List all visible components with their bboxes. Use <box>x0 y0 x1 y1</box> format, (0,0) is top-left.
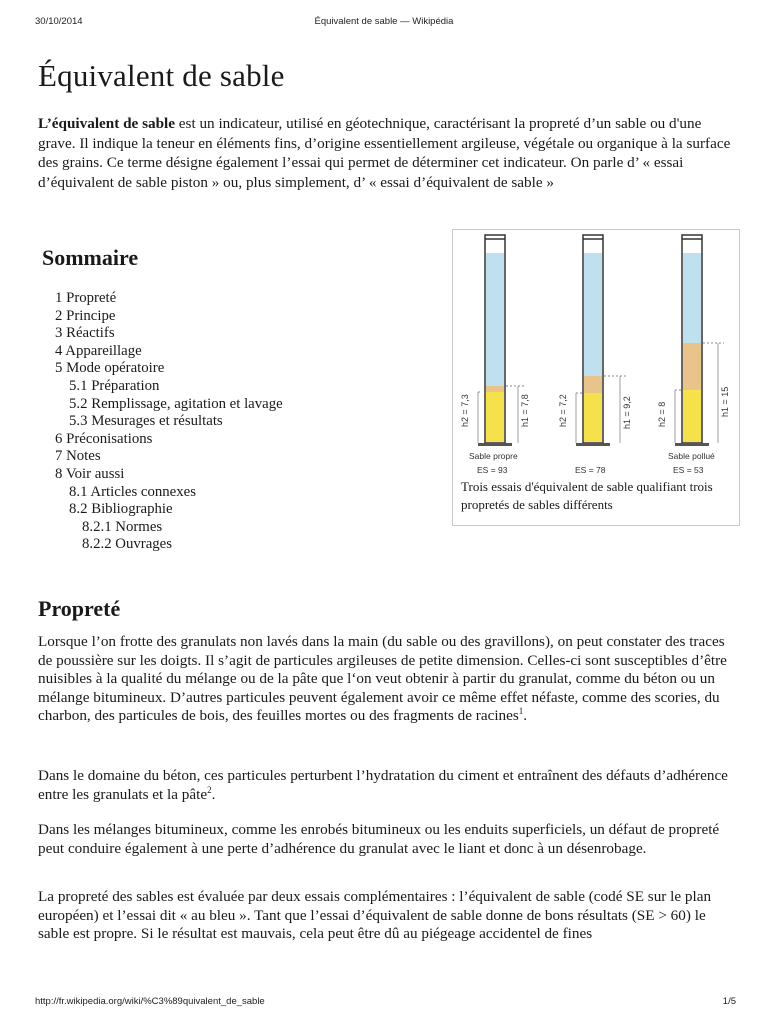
footnote-ref-1[interactable]: 1 <box>518 706 524 717</box>
h2-label: h2 = 7,2 <box>558 394 568 427</box>
paragraph <box>38 767 740 804</box>
fines-layer <box>683 343 701 390</box>
h2-label: h2 = 7,3 <box>460 394 470 427</box>
tube-polluted-sand <box>657 235 730 475</box>
intro-text: est un indicateur, utilisé en géotechnique, caractérisant la propreté d’un sable ou d'une grave. Il indique la teneur en éléments fins, d’origine essentiellement argileuse, végétale ou organique à la surface des grains. Ce terme désigne également l’essai qui permet de déterminer cet indicateur. On parle d’ « essai d’équivalent de sable piston » ou, plus simplement, d’ « essai d’équivalent de sable » <box>38 115 731 191</box>
water-column <box>683 253 701 345</box>
paragraph-text: Lorsque l’on frotte des granulats non lavés dans la main (du sable ou des gravillons), on peut constater des traces de poussière sur les doigts. Il s’agit de particules argileuses de petite dimension. Celles-ci sont susceptibles d’être nuisibles à la qualité du mélange ou de la pâte que l‘on veut obtenir à partir du granulat, comme du béton ou un mélange bitumineux. D’autres particules peuvent également avoir ce même effet néfaste, comme des scories, du charbon, des particules de bois, des feuilles mortes ou des fragments de racines <box>38 633 727 725</box>
toc-item[interactable]: 5 Mode opératoire <box>55 360 165 377</box>
paragraph: La propreté des sables est évaluée par deux essais complémentaires : l’équivalent de sable (codé SE sur le plan européen) et l’essai dit « au bleu ». Tant que l’essai d’équivalent de sable donne de bons résultats (SE > 60) le sable est propre. Si le résultat est mauvais, cela peut être dû au piégeage accidentel de fines <box>38 888 712 943</box>
sand-layer <box>486 392 504 442</box>
toc-item[interactable]: 7 Notes <box>55 448 101 465</box>
page-number: 1/5 <box>722 996 736 1007</box>
toc-item[interactable]: 5.2 Remplissage, agitation et lavage <box>69 395 283 412</box>
sand-layer <box>584 393 602 442</box>
print-page-title: Équivalent de sable — Wikipédia <box>314 16 454 27</box>
paragraph-end: . <box>523 707 528 725</box>
tube-label: Sable pollué <box>668 451 715 461</box>
fines-layer <box>486 386 504 392</box>
tube-base <box>478 443 512 446</box>
toc-item[interactable]: 8.2.2 Ouvrages <box>82 536 172 553</box>
intro-paragraph <box>38 114 738 192</box>
table-of-contents <box>55 290 283 554</box>
section-title-proprete: Propreté <box>38 596 121 621</box>
paragraph: Dans les mélanges bitumineux, comme les enrobés bitumineux ou les enduits superficiels, un défaut de propreté peut conduire également à une perte d’adhérence du granulat avec le liant et donc à un désenrobage. <box>38 821 720 857</box>
es-value: ES = 53 <box>673 465 704 475</box>
toc-item[interactable]: 8 Voir aussi <box>55 465 125 482</box>
page-title: Équivalent de sable <box>38 58 285 93</box>
toc-item[interactable]: 2 Principe <box>55 307 116 324</box>
print-date: 30/10/2014 <box>35 16 83 27</box>
h2-label: h2 = 8 <box>657 401 667 427</box>
sand-equivalent-diagram <box>454 231 738 477</box>
h1-label: h1 = 7,8 <box>520 394 530 427</box>
figure-thumbnail[interactable] <box>452 229 740 526</box>
tube-base <box>675 443 709 446</box>
toc-item[interactable]: 8.2.1 Normes <box>82 518 163 535</box>
tube-medium-sand <box>558 235 632 475</box>
toc-item[interactable]: 1 Propreté <box>55 290 117 306</box>
figure-caption: Trois essais d'équivalent de sable qualifiant trois propretés de sables différents <box>461 479 713 512</box>
print-url: http://fr.wikipedia.org/wiki/%C3%89quivalent_de_sable <box>35 996 265 1007</box>
h1-label: h1 = 15 <box>720 386 730 417</box>
tube-label: Sable propre <box>469 451 518 461</box>
tube-base <box>576 443 610 446</box>
tube-clean-sand <box>460 235 530 475</box>
intro-term: L’équivalent de sable <box>38 115 175 132</box>
toc-item[interactable]: 3 Réactifs <box>55 325 115 342</box>
toc-title: Sommaire <box>42 245 139 270</box>
water-column <box>486 253 504 388</box>
h1-label: h1 = 9,2 <box>622 396 632 429</box>
sand-layer <box>683 390 701 442</box>
footnote-ref-2[interactable]: 2 <box>207 784 212 795</box>
toc-item[interactable]: 6 Préconisations <box>55 430 153 447</box>
toc-item[interactable]: 8.1 Articles connexes <box>69 483 196 500</box>
toc-item[interactable]: 5.1 Préparation <box>69 377 160 394</box>
toc-item[interactable]: 5.3 Mesurages et résultats <box>69 413 223 430</box>
fines-layer <box>584 376 602 393</box>
toc-item[interactable]: 8.2 Bibliographie <box>69 501 173 518</box>
paragraph <box>38 633 740 726</box>
es-value: ES = 93 <box>477 465 508 475</box>
paragraph-text: Dans le domaine du béton, ces particules perturbent l’hydratation du ciment et entraînent des défauts d’adhérence entre les granulats et la pâte <box>38 767 728 803</box>
toc-item[interactable]: 4 Appareillage <box>55 342 142 359</box>
water-column <box>584 253 602 378</box>
es-value: ES = 78 <box>575 465 606 475</box>
paragraph-end: . <box>211 785 216 803</box>
